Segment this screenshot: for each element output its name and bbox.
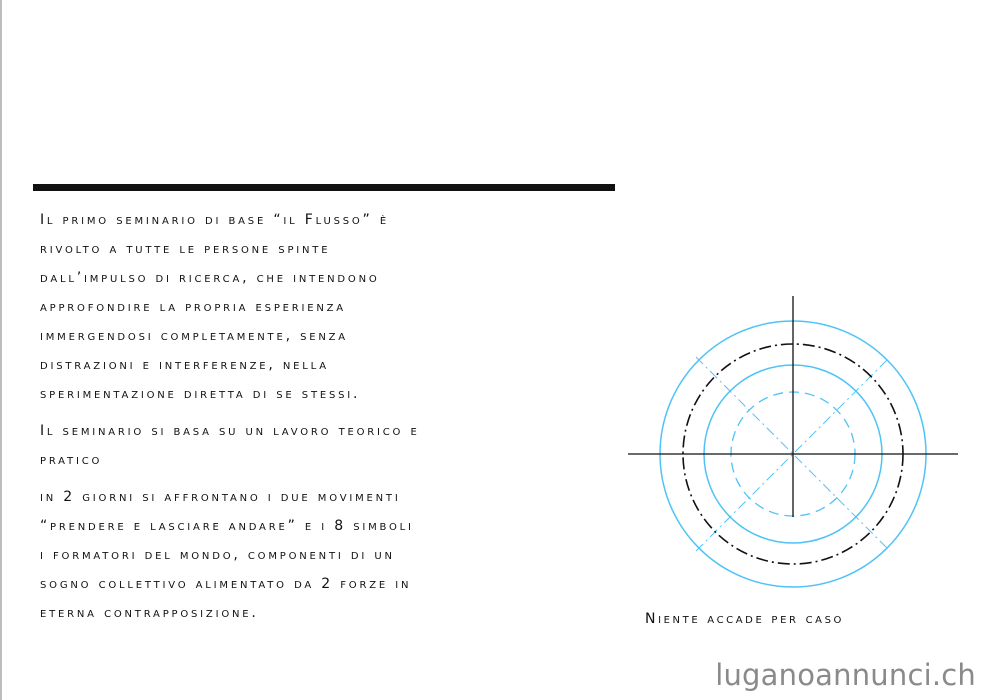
paragraph-intro: Il primo seminario di base “il Flusso” è rivolto a tutte le persone spinte dall’impulso di ricerca, che intendono approfondire la propria esperienza immergendosi completamente, senza distrazioni e interferenze, nella sperimentazione diretta di se stessi. <box>40 212 389 402</box>
concentric-circles-diagram <box>626 295 960 517</box>
paragraph-method: Il seminario si basa su un lavoro teorico e pratico <box>40 423 420 468</box>
seminar-description <box>40 206 600 628</box>
watermark-part-lugano: lugano <box>715 658 816 692</box>
paragraph-movements: in 2 giorni si affrontano i due movimenti “prendere e lasciare andare” e i 8 simboli i formatori del mondo, componenti di un sogno collettivo alimentato da 2 forze in eterna contrapposizione. <box>40 489 414 621</box>
diagram-caption: Niente accade per caso <box>645 611 845 627</box>
site-watermark <box>715 658 976 692</box>
heading-divider <box>33 184 615 191</box>
watermark-part-annunci: annunci.ch <box>815 658 976 692</box>
page-edge-line <box>0 0 2 700</box>
